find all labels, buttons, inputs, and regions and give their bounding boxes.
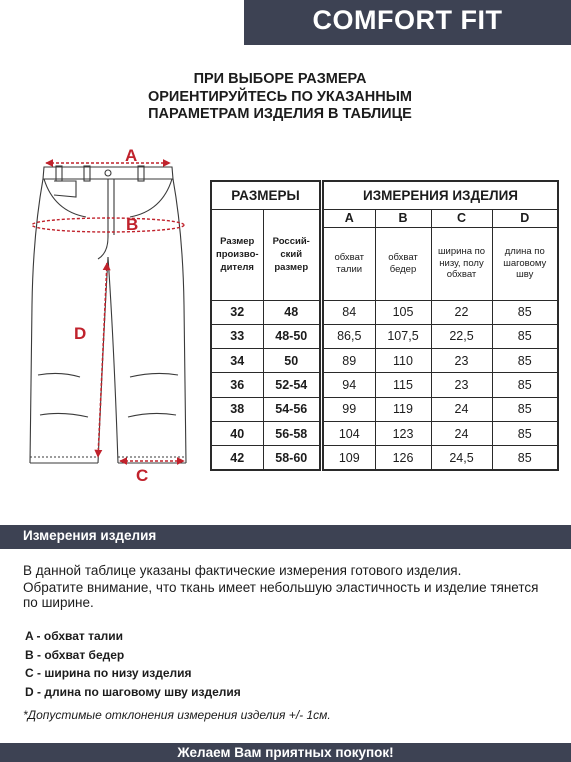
text-line: ский	[280, 249, 303, 260]
size-table-header: РАЗМЕРЫ	[211, 181, 320, 209]
russian-size-cell: 56-58	[263, 421, 320, 445]
text-line: обхват	[334, 252, 365, 263]
maker-size-cell: 34	[211, 349, 263, 373]
size-row	[211, 324, 320, 348]
col-russian-size	[263, 209, 320, 300]
maker-size-cell: 32	[211, 300, 263, 324]
waist-cell: 86,5	[323, 324, 375, 348]
text-line: Россий-	[272, 236, 310, 247]
instruction-line: ПАРАМЕТРАМ ИЗДЕЛИЯ В ТАБЛИЦЕ	[148, 106, 412, 122]
hip-cell: 115	[375, 373, 431, 397]
measurement-row	[323, 421, 558, 445]
size-row	[211, 300, 320, 324]
size-table	[210, 180, 321, 471]
text-line: обхват	[388, 252, 418, 263]
inseam-cell: 85	[492, 300, 558, 324]
russian-size-cell: 54-56	[263, 397, 320, 421]
footer-text: Желаем Вам приятных покупок!	[177, 745, 394, 760]
section-header	[0, 525, 571, 549]
legend-item: A - обхват талии	[25, 629, 124, 643]
hem-width-cell: 24	[431, 397, 492, 421]
maker-size-cell: 33	[211, 324, 263, 348]
hem-width-cell: 24	[431, 421, 492, 445]
hip-cell: 110	[375, 349, 431, 373]
size-row	[211, 397, 320, 421]
banner-title: COMFORT FIT	[312, 5, 503, 35]
measurement-table-header: ИЗМЕРЕНИЯ ИЗДЕЛИЯ	[323, 181, 558, 209]
tolerance-note: *Допустимые отклонения измерения изделия +/- 1см.	[23, 708, 331, 722]
size-row	[211, 446, 320, 470]
russian-size-cell: 48-50	[263, 324, 320, 348]
hip-cell: 119	[375, 397, 431, 421]
waist-cell: 89	[323, 349, 375, 373]
text-line: низу, полу	[439, 257, 484, 269]
text-line: ширина по	[437, 246, 486, 258]
col-description	[375, 227, 431, 300]
russian-size-cell: 50	[263, 349, 320, 373]
top-banner	[244, 0, 571, 45]
footer-bar	[0, 743, 571, 762]
label-a: A	[125, 146, 138, 165]
paragraph-line: Обратите внимание, что ткань имеет небольшую эластичность и изделие тянется	[23, 580, 539, 595]
waist-cell: 99	[323, 397, 375, 421]
col-description	[323, 227, 375, 300]
instruction-text	[90, 71, 470, 124]
maker-size-cell: 36	[211, 373, 263, 397]
measurement-row	[323, 300, 558, 324]
size-row	[211, 373, 320, 397]
waist-cell: 109	[323, 446, 375, 470]
russian-size-cell: 58-60	[263, 446, 320, 470]
col-letter: D	[492, 209, 558, 227]
hip-cell: 123	[375, 421, 431, 445]
paragraph-line: В данной таблице указаны фактические измерения готового изделия.	[23, 563, 462, 578]
size-row	[211, 349, 320, 373]
hip-cell: 126	[375, 446, 431, 470]
paragraph-line: по ширине.	[23, 595, 94, 610]
legend-item: D - длина по шаговому шву изделия	[25, 684, 241, 699]
hem-width-cell: 23	[431, 349, 492, 373]
waist-cell: 94	[323, 373, 375, 397]
hem-width-cell: 22	[431, 300, 492, 324]
measurement-row	[323, 324, 558, 348]
russian-size-cell: 48	[263, 300, 320, 324]
text-line: произво-	[215, 249, 259, 260]
pants-outline	[30, 166, 186, 463]
col-description	[492, 227, 558, 300]
hip-cell: 107,5	[375, 324, 431, 348]
label-b: B	[126, 215, 139, 234]
size-row	[211, 421, 320, 445]
text-line: шву	[516, 269, 534, 281]
label-c: C	[136, 466, 149, 485]
measurement-row	[323, 397, 558, 421]
inseam-cell: 85	[492, 324, 558, 348]
maker-size-cell: 40	[211, 421, 263, 445]
hem-width-cell: 24,5	[431, 446, 492, 470]
measurement-row	[323, 373, 558, 397]
inseam-cell: 85	[492, 397, 558, 421]
col-description	[431, 227, 492, 300]
col-letter: C	[431, 209, 492, 227]
text-line: длина по	[504, 246, 545, 258]
inseam-cell: 85	[492, 373, 558, 397]
maker-size-cell: 42	[211, 446, 263, 470]
col-maker-size	[211, 209, 263, 300]
description-paragraph	[23, 563, 553, 610]
instruction-line: ПРИ ВЫБОРЕ РАЗМЕРА	[193, 71, 367, 87]
text-line: бедер	[389, 263, 417, 275]
instruction-line: ОРИЕНТИРУЙТЕСЬ ПО УКАЗАННЫМ	[147, 88, 412, 105]
legend-item: B - обхват бедер	[25, 647, 125, 662]
measurement-row	[323, 349, 558, 373]
hem-width-cell: 22,5	[431, 324, 492, 348]
col-letter: A	[323, 209, 375, 227]
text-line: обхват	[446, 269, 477, 281]
russian-size-cell: 52-54	[263, 373, 320, 397]
section-title: Измерения изделия	[23, 528, 157, 543]
text-line: талии	[336, 263, 363, 275]
measurement-row	[323, 446, 558, 470]
label-d: D	[74, 324, 87, 343]
legend-item: C - ширина по низу изделия	[25, 666, 192, 680]
maker-size-cell: 38	[211, 397, 263, 421]
text-line: Размер	[220, 236, 255, 247]
text-line: шаговому	[503, 257, 547, 269]
waist-cell: 84	[323, 300, 375, 324]
measurement-table	[322, 180, 559, 471]
text-line: размер	[274, 262, 309, 273]
measurement-legend	[25, 627, 241, 701]
hip-cell: 105	[375, 300, 431, 324]
col-letter: B	[375, 209, 431, 227]
inseam-cell: 85	[492, 421, 558, 445]
hem-width-cell: 23	[431, 373, 492, 397]
inseam-cell: 85	[492, 446, 558, 470]
waist-cell: 104	[323, 421, 375, 445]
inseam-cell: 85	[492, 349, 558, 373]
text-line: дителя	[220, 262, 254, 273]
pants-diagram	[10, 145, 200, 490]
